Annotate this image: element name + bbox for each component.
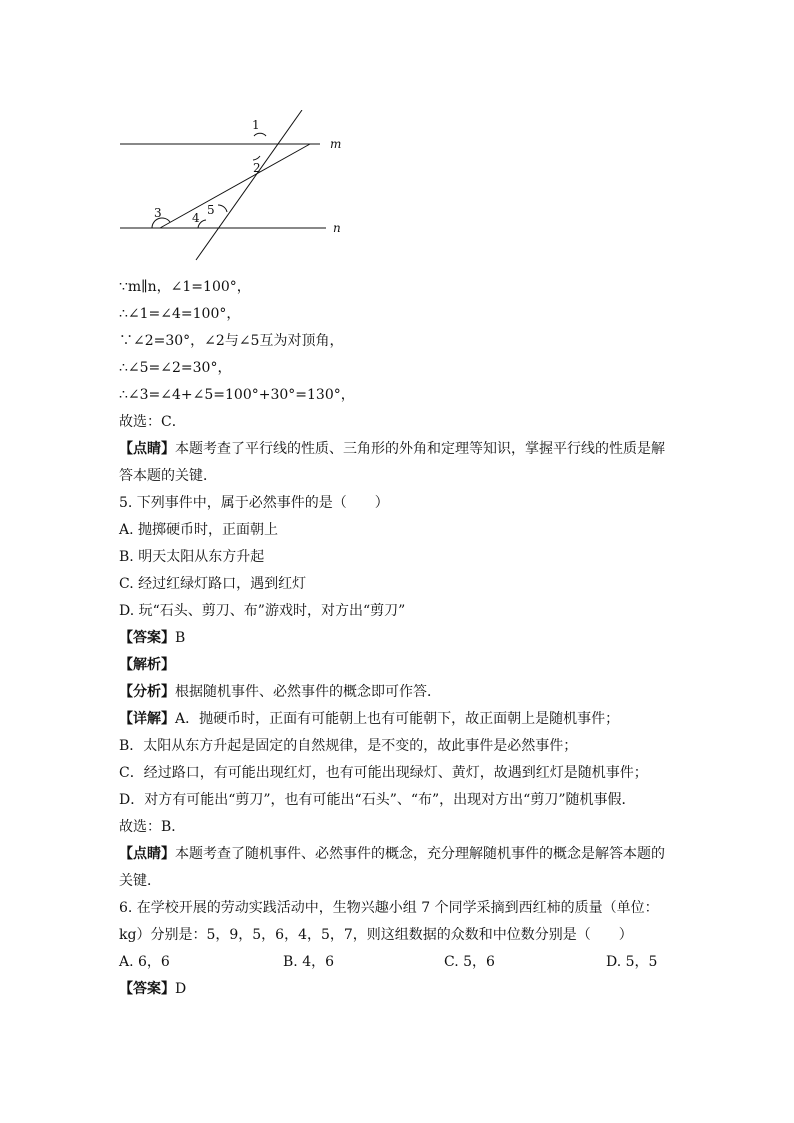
detail-line [119, 706, 679, 733]
detail-line: C．经过路口，有可能出现红灯，也有可能出现绿灯、黄灯，故遇到红灯是随机事件； [119, 765, 648, 781]
fenxi-line [119, 679, 679, 706]
detail-line: B．太阳从东方升起是固定的自然规律，是不变的，故此事件是必然事件； [119, 738, 578, 754]
question-stem: 5. 下列事件中，属于必然事件的是（ ） [119, 495, 389, 511]
angle-label-5: 5 [207, 203, 215, 217]
comment-tag: 【点睛】 [119, 846, 175, 862]
angle-label-3: 3 [154, 206, 162, 220]
transversal-1 [196, 110, 302, 260]
document-body [119, 274, 679, 1003]
solution-line: ∴∠3=∠4+∠5=100°+30°=130°， [119, 387, 355, 403]
comment-tag: 【点睛】 [119, 441, 175, 457]
angle-label-1: 1 [252, 118, 260, 132]
comment-text: 本题考查了随机事件、必然事件的概念，充分理解随机事件的概念是解答本题的 [175, 846, 665, 862]
answer-tag: 【答案】 [119, 981, 175, 997]
answer-value: B [175, 630, 186, 646]
parallel-lines-figure [110, 110, 360, 270]
option-c: C. 5，6 [444, 954, 495, 970]
fenxi-text: 根据随机事件、必然事件的概念即可作答． [175, 684, 441, 700]
options-row [119, 949, 679, 976]
option-a: A. 抛掷硬币时，正面朝上 [119, 522, 279, 538]
line-label-n: n [333, 221, 341, 235]
angle-1-arc [254, 133, 266, 136]
answer-line [119, 625, 679, 652]
solution-line: 故选：C． [119, 414, 186, 430]
angle-2-arc [253, 156, 260, 160]
answer-tag: 【答案】 [119, 630, 175, 646]
comment-text: 本题考查了平行线的性质、三角形的外角和定理等知识，掌握平行线的性质是解 [175, 441, 665, 457]
question-stem: kg）分别是：5，9，5，6，4，5，7，则这组数据的众数和中位数分别是（ ） [119, 927, 633, 943]
comment-line: 答本题的关键． [119, 468, 217, 484]
detail-tag: 【详解】 [119, 711, 175, 727]
option-b: B. 明天太阳从东方升起 [119, 549, 265, 565]
angle-label-2: 2 [253, 161, 261, 175]
option-d: D. 5，5 [606, 954, 658, 970]
detail-line: D．对方有可能出“剪刀”，也有可能出“石头”、“布”，出现对方出“剪刀”随机事假． [119, 792, 636, 808]
option-c: C. 经过红绿灯路口，遇到红灯 [119, 576, 307, 592]
geometry-diagram [110, 110, 360, 270]
fenxi-tag: 【分析】 [119, 684, 175, 700]
comment-line [119, 436, 679, 463]
solution-line: ∵∠2=30°，∠2与∠5互为对顶角， [119, 333, 344, 349]
solution-line: ∴∠5=∠2=30°， [119, 360, 232, 376]
option-b: B. 4，6 [283, 954, 335, 970]
answer-value: D [175, 981, 187, 997]
line-label-m: m [330, 137, 342, 151]
analysis-line [119, 652, 679, 679]
angle-5-arc [218, 205, 227, 212]
solution-line: ∵m∥n，∠1=100°， [119, 279, 251, 295]
detail-line: 故选：B． [119, 819, 186, 835]
answer-line [119, 976, 679, 1003]
comment-line [119, 841, 679, 868]
option-a: A. 6，6 [119, 954, 170, 970]
analysis-tag: 【解析】 [119, 657, 175, 673]
option-d: D. 玩“石头、剪刀、布”游戏时，对方出“剪刀” [119, 603, 406, 619]
detail-text: A．抛硬币时，正面有可能朝上也有可能朝下，故正面朝上是随机事件； [175, 711, 620, 727]
angle-label-4: 4 [192, 211, 200, 225]
solution-line: ∴∠1=∠4=100°， [119, 306, 241, 322]
transversal-2 [160, 144, 310, 228]
comment-line: 关键． [119, 873, 161, 889]
question-stem: 6. 在学校开展的劳动实践活动中，生物兴趣小组 7 个同学采摘到西红柿的质量（单位： [119, 900, 659, 916]
